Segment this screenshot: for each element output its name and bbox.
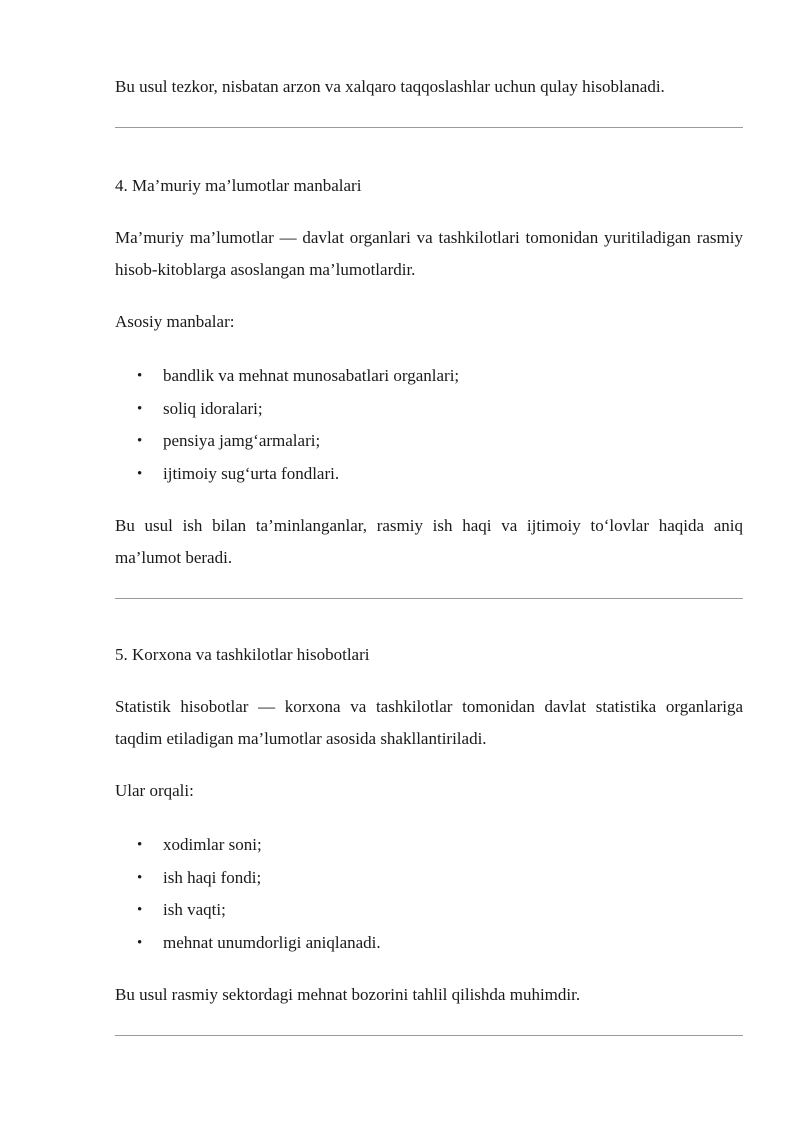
bullet-icon: • xyxy=(137,368,143,384)
list-item: • soliq idoralari; xyxy=(115,393,743,426)
list-item: • pensiya jamg‘armalari; xyxy=(115,425,743,458)
document-page xyxy=(115,0,743,1036)
list-item: • mehnat unumdorligi aniqlanadi. xyxy=(115,927,743,960)
section-4-definition: Ma’muriy ma’lumotlar — davlat organlari va tashkilotlari tomonidan yuritiladigan rasmiy hisob-kitoblarga asoslangan ma’lumotlardir. xyxy=(115,228,743,279)
list-item: • xodimlar soni; xyxy=(115,829,743,862)
bullet-icon: • xyxy=(137,837,143,853)
bullet-icon: • xyxy=(137,400,143,417)
section-5-conclusion: Bu usul rasmiy sektordagi mehnat bozorini tahlil qilishda muhimdir. xyxy=(115,985,581,1004)
bullet-icon: • xyxy=(137,433,143,449)
section-4-source-list xyxy=(115,360,743,490)
bullet-icon: • xyxy=(137,869,143,886)
section-4-conclusion: Bu usul ish bilan ta’minlanganlar, rasmiy ish haqi va ijtimoiy to‘lovlar haqida aniq ma’lumot beradi. xyxy=(115,516,743,567)
section-4-heading: 4. Ma’muriy ma’lumotlar manbalari xyxy=(115,176,362,195)
list-item: • ish vaqti; xyxy=(115,894,743,927)
intro-closing-paragraph: Bu usul tezkor, nisbatan arzon va xalqaro taqqoslashlar uchun qulay hisoblanadi. xyxy=(115,77,665,96)
list-item: • bandlik va mehnat munosabatlari organlari; xyxy=(115,360,743,393)
bullet-icon: • xyxy=(137,465,143,482)
section-4-list-intro: Asosiy manbalar: xyxy=(115,312,235,331)
section-divider xyxy=(115,598,743,599)
section-divider xyxy=(115,1035,743,1036)
list-item: • ijtimoiy sug‘urta fondlari. xyxy=(115,458,743,491)
section-5-list-intro: Ular orqali: xyxy=(115,781,194,800)
bullet-icon: • xyxy=(137,902,143,918)
bullet-icon: • xyxy=(137,934,143,951)
section-5-heading: 5. Korxona va tashkilotlar hisobotlari xyxy=(115,645,370,664)
list-item: • ish haqi fondi; xyxy=(115,862,743,895)
section-5-definition: Statistik hisobotlar — korxona va tashkilotlar tomonidan davlat statistika organlariga taqdim etiladigan ma’lumotlar asosida shakllantiriladi. xyxy=(115,697,743,748)
section-divider xyxy=(115,127,743,128)
section-5-indicator-list xyxy=(115,829,743,959)
